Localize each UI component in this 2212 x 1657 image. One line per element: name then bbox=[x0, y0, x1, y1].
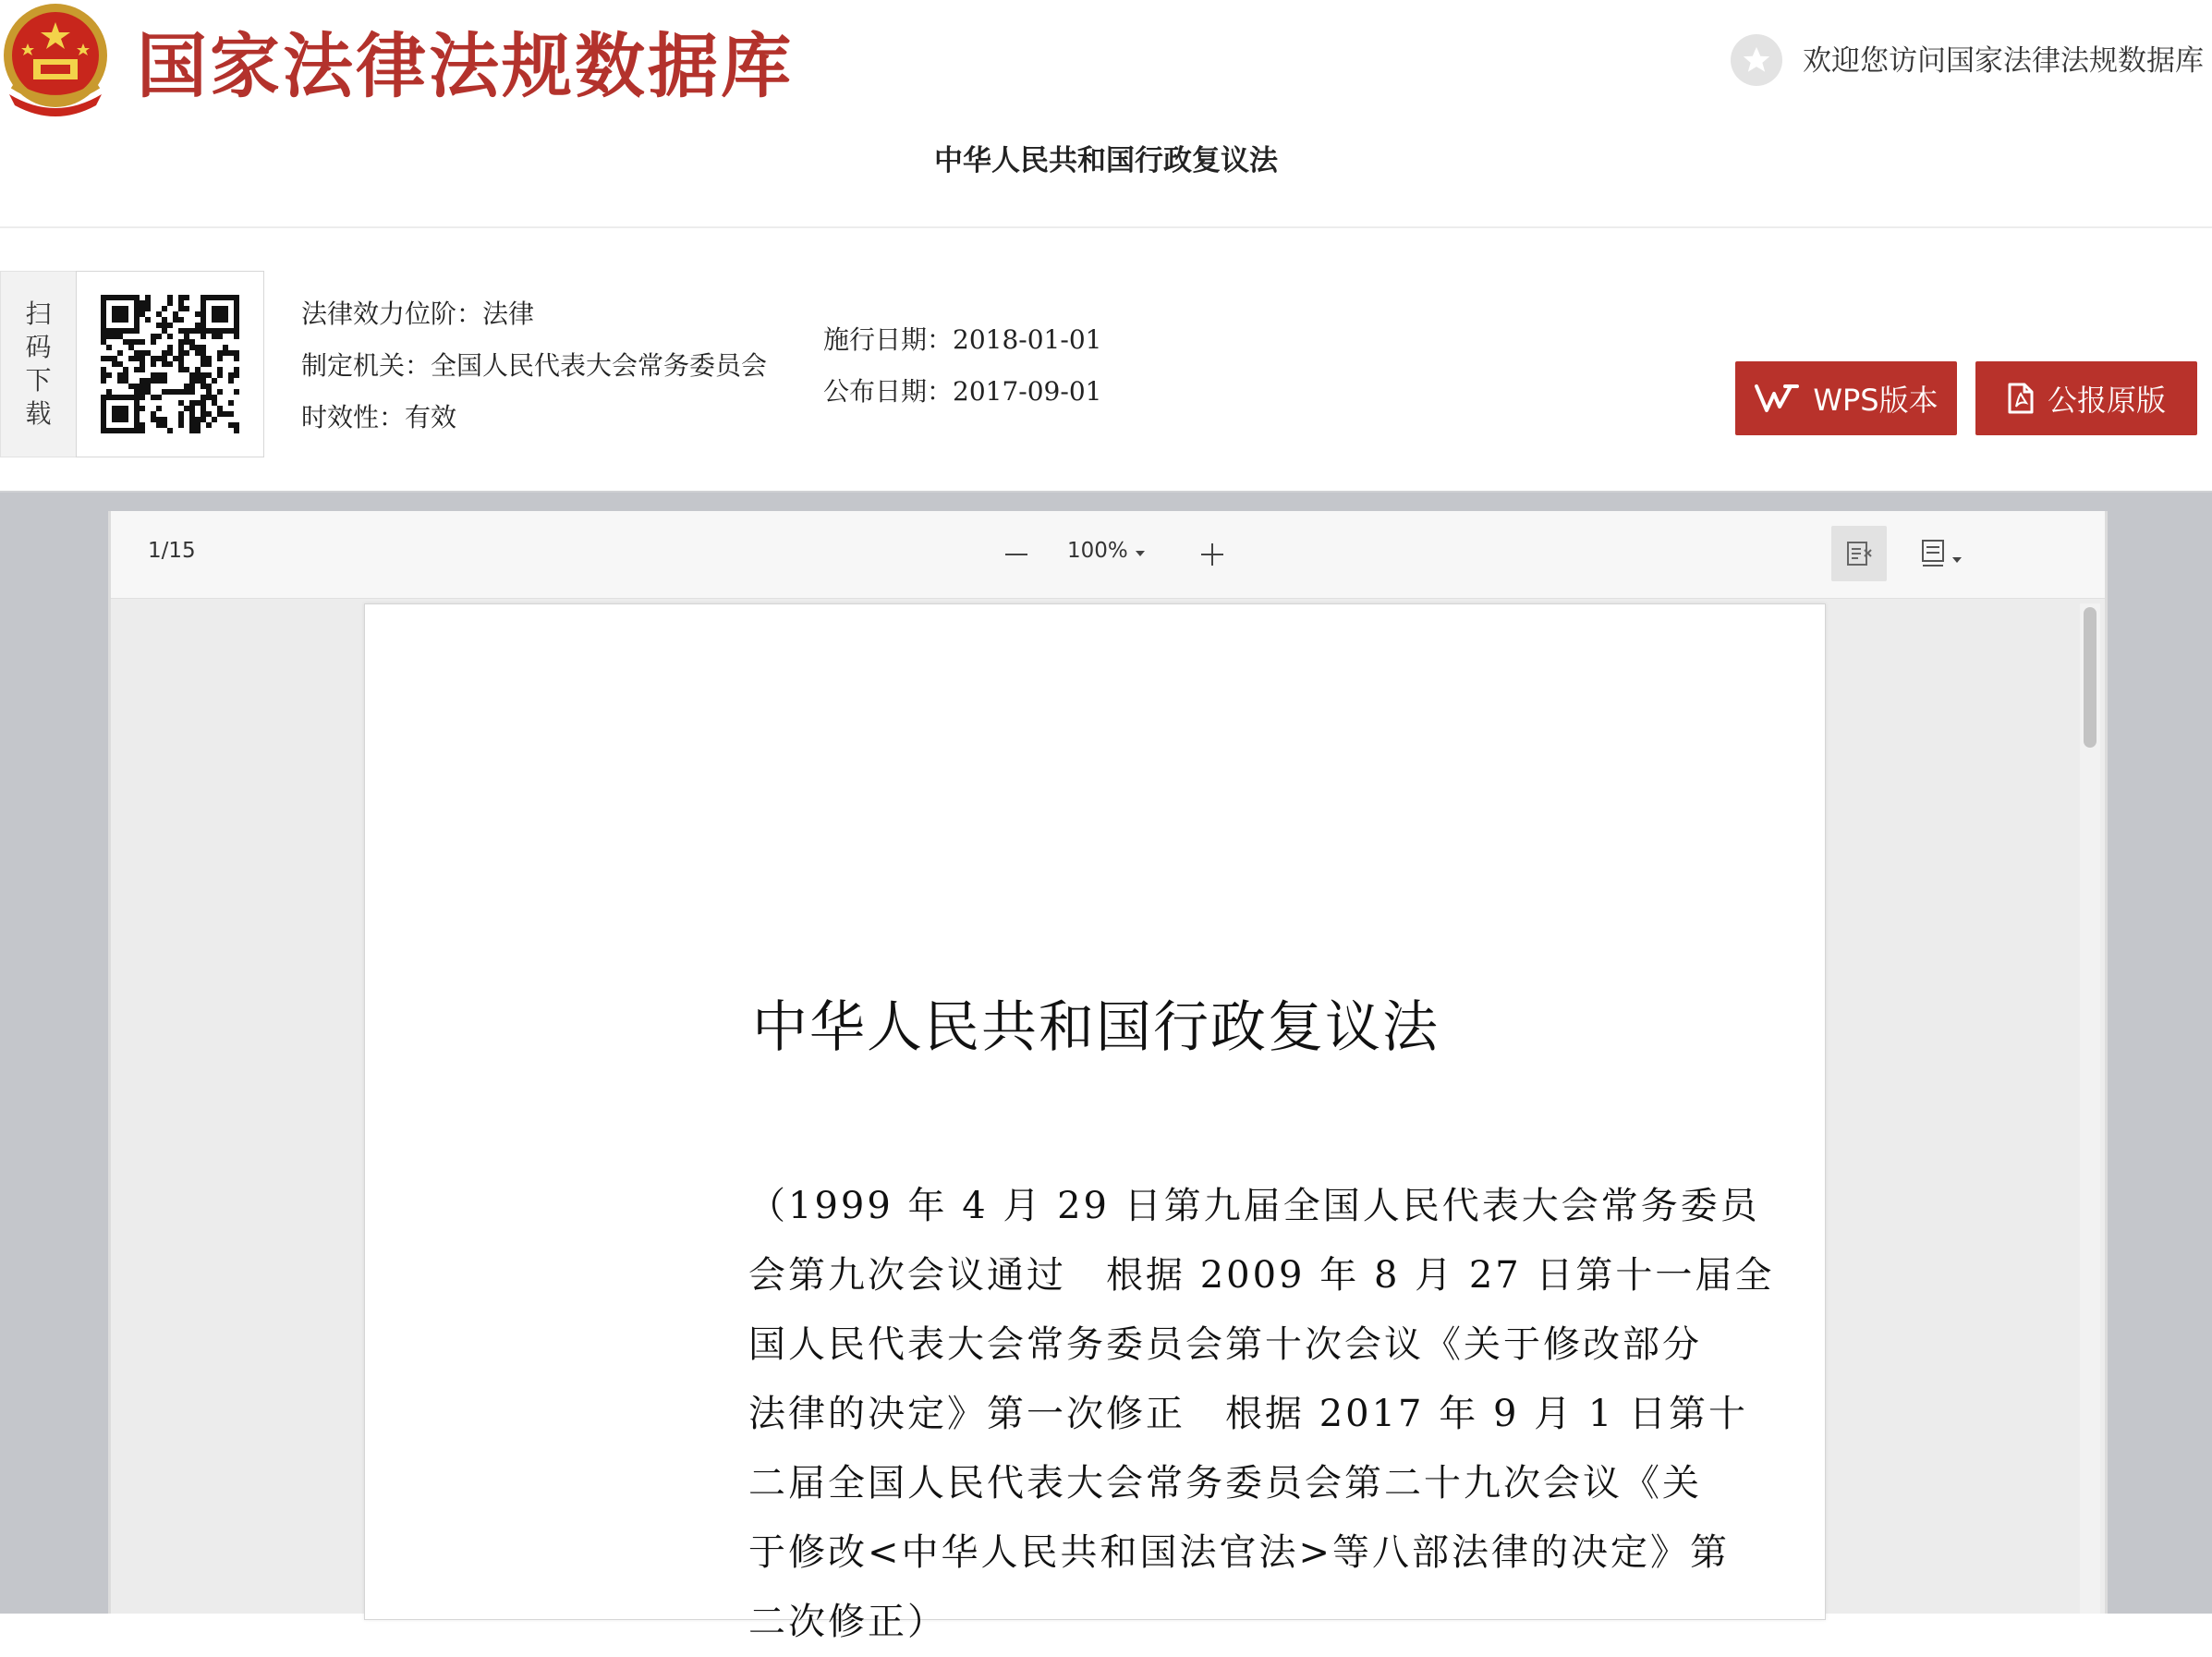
scrollbar-thumb[interactable] bbox=[2084, 607, 2097, 748]
gazette-original-button[interactable] bbox=[1975, 361, 2197, 435]
law-title-header: 中华人民共和国行政复议法 bbox=[934, 144, 1278, 177]
meta-authority-value: 全国人民代表大会常务委员会 bbox=[431, 350, 768, 381]
meta-validity-label: 时效性： bbox=[301, 402, 406, 433]
law-meta-panel bbox=[0, 230, 2212, 487]
outline-icon[interactable] bbox=[1831, 526, 1887, 581]
meta-effective-date bbox=[823, 314, 1101, 366]
qr-tab-char: 码 bbox=[25, 332, 52, 362]
meta-column-left bbox=[301, 288, 767, 444]
welcome-text: 欢迎您访问国家法律法规数据库 bbox=[1803, 44, 2204, 78]
meta-validity-value: 有效 bbox=[405, 402, 457, 433]
meta-effective-label: 施行日期： bbox=[823, 324, 954, 355]
qr-tab-char: 下 bbox=[25, 365, 52, 396]
qr-tab-char: 载 bbox=[25, 398, 52, 429]
meta-level bbox=[301, 288, 767, 340]
document-viewer bbox=[108, 511, 2108, 1643]
viewer-toolbar bbox=[111, 511, 2105, 599]
zoom-out-icon[interactable] bbox=[993, 531, 1039, 578]
page-view-icon[interactable] bbox=[1903, 526, 1977, 581]
qr-download-tab bbox=[0, 271, 76, 457]
meta-level-value: 法律 bbox=[482, 299, 535, 329]
note-line: 国人民代表大会常务委员会第十次会议《关于修改部分 bbox=[748, 1323, 1702, 1366]
meta-level-label: 法律效力位阶： bbox=[301, 299, 483, 329]
meta-published-value: 2017-09-01 bbox=[953, 376, 1102, 407]
wps-logo-icon bbox=[1754, 383, 1800, 414]
meta-column-right bbox=[823, 314, 1101, 418]
gazette-original-label: 公报原版 bbox=[2047, 383, 2166, 418]
document-page bbox=[364, 603, 1826, 1643]
site-header bbox=[0, 0, 2212, 228]
note-line: 于修改<中华人民共和国法官法>等八部法律的决定》第 bbox=[748, 1531, 1731, 1574]
wps-version-label: WPS版本 bbox=[1813, 383, 1939, 418]
note-line: （1999 年 4 月 29 日第九届全国人民代表大会常务委员 bbox=[748, 1185, 1760, 1227]
meta-published-date bbox=[823, 366, 1101, 418]
site-title[interactable]: 国家法律法规数据库 bbox=[137, 25, 794, 107]
zoom-value: 100% bbox=[1067, 539, 1128, 563]
page-indicator: 1/15 bbox=[148, 539, 196, 563]
meta-authority bbox=[301, 340, 767, 392]
note-line: 二次修正） bbox=[748, 1601, 947, 1643]
note-line: 二届全国人民代表大会常务委员会第二十九次会议《关 bbox=[748, 1462, 1702, 1505]
meta-authority-label: 制定机关： bbox=[301, 350, 431, 381]
document-amendment-note bbox=[748, 1172, 1775, 1657]
zoom-in-icon[interactable] bbox=[1189, 531, 1235, 578]
qr-tab-char: 扫 bbox=[25, 299, 52, 329]
qr-code bbox=[76, 271, 264, 457]
zoom-select[interactable] bbox=[1067, 539, 1145, 563]
star-icon[interactable] bbox=[1731, 34, 1782, 86]
vertical-scrollbar[interactable] bbox=[2080, 603, 2100, 1614]
meta-published-label: 公布日期： bbox=[823, 376, 954, 407]
meta-validity bbox=[301, 392, 767, 444]
national-emblem-icon bbox=[0, 2, 111, 122]
document-title: 中华人民共和国行政复议法 bbox=[752, 995, 1440, 1060]
pdf-file-icon bbox=[2007, 383, 2035, 414]
note-line: 会第九次会议通过 根据 2009 年 8 月 27 日第十一届全 bbox=[748, 1254, 1775, 1297]
caret-down-icon bbox=[1136, 551, 1145, 556]
meta-effective-value: 2018-01-01 bbox=[953, 324, 1102, 355]
caret-down-icon bbox=[1952, 557, 1962, 563]
wps-version-button[interactable] bbox=[1735, 361, 1957, 435]
note-line: 法律的决定》第一次修正 根据 2017 年 9 月 1 日第十 bbox=[748, 1393, 1748, 1435]
